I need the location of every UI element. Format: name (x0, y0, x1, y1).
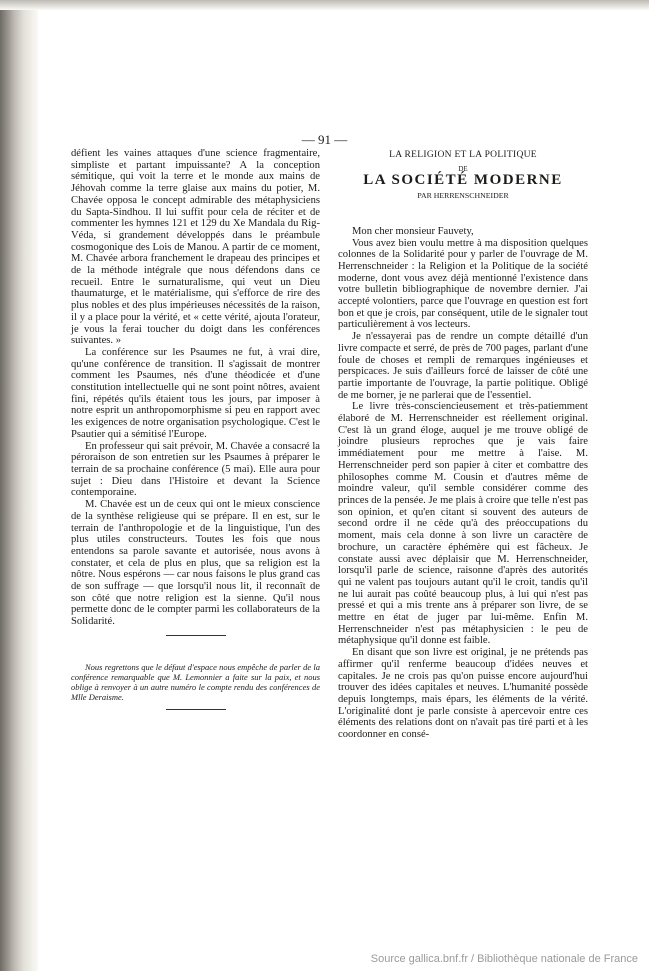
separator-rule (166, 635, 226, 636)
left-paragraph-3: En professeur qui sait prévoir, M. Chavée a consacré la péroraison de son entretien sur les Psaumes à préparer le terrain de sa prochaine conférence (5 mai). Elle aura pour sujet : Dieu dans l'Histoire et devant la Science contemporaine. (71, 440, 320, 499)
separator-rule-bottom (166, 709, 226, 710)
scan-top-edge (0, 0, 649, 10)
left-paragraph-4: M. Chavée est un de ceux qui ont le mieux conscience de la synthèse religieuse qui se prépare. Il en est, sur le terrain de l'anthropologie et de la linguistique, l'un des plus utiles constructeurs. Toutes les fois que nous entendons sa parole savante et autorisée, nous avons à constater, et cela de plus en plus, que sa religion est la nôtre. Nous espérons — car nous faisons le plus grand cas de son suffrage — que lorsqu'il nous lit, il reconnaît de son côté que notre religion est la sienne. Qu'il nous permette donc de le compter parmi les collaborateurs de la Solidarité. (71, 499, 320, 628)
right-column (338, 148, 588, 741)
article-author: PAR HERRENSCHNEIDER (417, 191, 509, 201)
page-number: — 91 — (301, 132, 348, 147)
right-paragraph-1: Vous avez bien voulu mettre à ma disposition quelques colonnes de la Solidarité pour y parler de l'ouvrage de M. Herrenschneider : la Religion et la Politique de la société moderne, dont vous avez déjà mentionné l'existence dans votre bulletin bibliographique de novembre dernier. J'ai accepté volontiers, parce que l'ouvrage en question est fort bon et que je crois, par conséquent, utile de le signaler tout particulièrement à vos lecteurs. (338, 237, 588, 331)
salutation: Mon cher monsieur Fauvety, (352, 225, 474, 237)
left-column (71, 148, 320, 710)
left-paragraph-2: La conférence sur les Psaumes ne fut, à vrai dire, qu'une conférence de transition. Il s'agissait de montrer comment les Psaumes, nés d'une théodicée et d'une constitution intellectuelle qui ne sont point nôtres, avaient fini, répétés qu'ils étaient tous les jours, par imposer à notre esprit un anthropomorphisme si peu en rapport avec les exigences de notre organisation psychologique. C'est le Psautier qui a sémitisé l'Europe. (71, 346, 320, 440)
source-credit: Source gallica.bnf.fr / Bibliothèque nationale de France (370, 953, 638, 965)
left-paragraph-1: défient les vaines attaques d'une science fragmentaire, simpliste et partant impuissante? A la conception sémitique, qui voit la terre et le monde aux mains de Jéhovah comme la terre glaise aux mains du potier, M. Chavée opposa le concept admirable des métaphysiciens du Sapta-Sindhou. Il lui suffit pour cela de réciter et de commenter les hymnes 121 et 129 du Xe Mandala du Rig-Véda, si grandement développés dans le préambule cosmogonique des Lois de Manou. A partir de ce moment, M. Chavée arbora franchement le drapeau des principes et de la méthode intégrale que nous défendons dans ce recueil. Entre le surnaturalisme, qui veut un Dieu thaumaturge, et le matérialisme, qui s'efforce de rire des plus nobles et des plus impérieuses nécessités de la raison, il y a place pour la vérité, et « cette vérité, ajouta l'orateur, je vous la ferai toucher du doigt dans les conférences suivantes. » (71, 148, 320, 347)
article-title: LA SOCIÉTÉ MODERNE (363, 172, 563, 189)
right-paragraph-2: Je n'essayerai pas de rendre un compte détaillé d'un livre compacte et serré, de près de 700 pages, parlant d'une foule de choses et rempli de remarques ingénieuses et perspicaces. Je suis d'ailleurs forcé de laisser de côté une partie importante de l'ouvrage, la partie politique. Obligé de me borner, je ne parlerai que de l'essentiel. (338, 331, 588, 401)
editor-note: Nous regrettons que le défaut d'espace nous empêche de parler de la conférence remarquable que M. Lemonnier a faite sur la paix, et nous oblige à renvoyer à un autre numéro le compte rendu des conférences de Mlle Deraisme. (71, 661, 320, 702)
article-heading-line-2: DE (458, 164, 468, 173)
article-heading-line-1: LA RELIGION ET LA POLITIQUE (389, 150, 537, 160)
right-paragraph-3: Le livre très-consciencieusement et très-patiemment élaboré de M. Herrenschneider est réellement original. C'est là un grand éloge, auquel je me trouve obligé de joindre plusieurs reproches que je vais faire immédiatement pour me mettre à l'aise. M. Herrenschneider perd son papier à citer et combattre des philosophes comme M. Cousin et d'autres même de moindre valeur, qu'il semble considérer comme des princes de la pensée. Je me plais à croire que telle n'est pas son opinion, et qu'en citant si souvent des auteurs de second ordre il ne cède qu'à des préoccupations du moment, mais cela donne à son livre un caractère de brochure, un caractère éphémère qui est fâcheux. Je constate aussi avec déplaisir que M. Herrenschneider, lorsqu'il parle de science, raisonne d'après des autorités qui ne valent pas toujours autant qu'il le croit, tandis qu'il ne lui aurait pas coûté beaucoup plus, à lui qui n'est pas pressé et qui a mis trente ans à préparer son livre, de se mettre en état de juger par lui-même. Enfin M. Herrenschneider n'est pas métaphysicien : le peu de métaphysique qu'il donne est faible. (338, 401, 588, 647)
right-paragraph-4: En disant que son livre est original, je ne prétends pas affirmer qu'il renferme beaucoup d'idées neuves et capitales. Je ne crois pas qu'on puisse encore aujourd'hui trouver des idées capitales et neuves. L'humanité possède depuis longtemps, mais épars, les éléments de la vérité. L'originalité dont je parle consiste à apercevoir entre ces éléments des relations dont on n'avait pas tiré parti et à les coordonner en consé- (338, 647, 588, 741)
